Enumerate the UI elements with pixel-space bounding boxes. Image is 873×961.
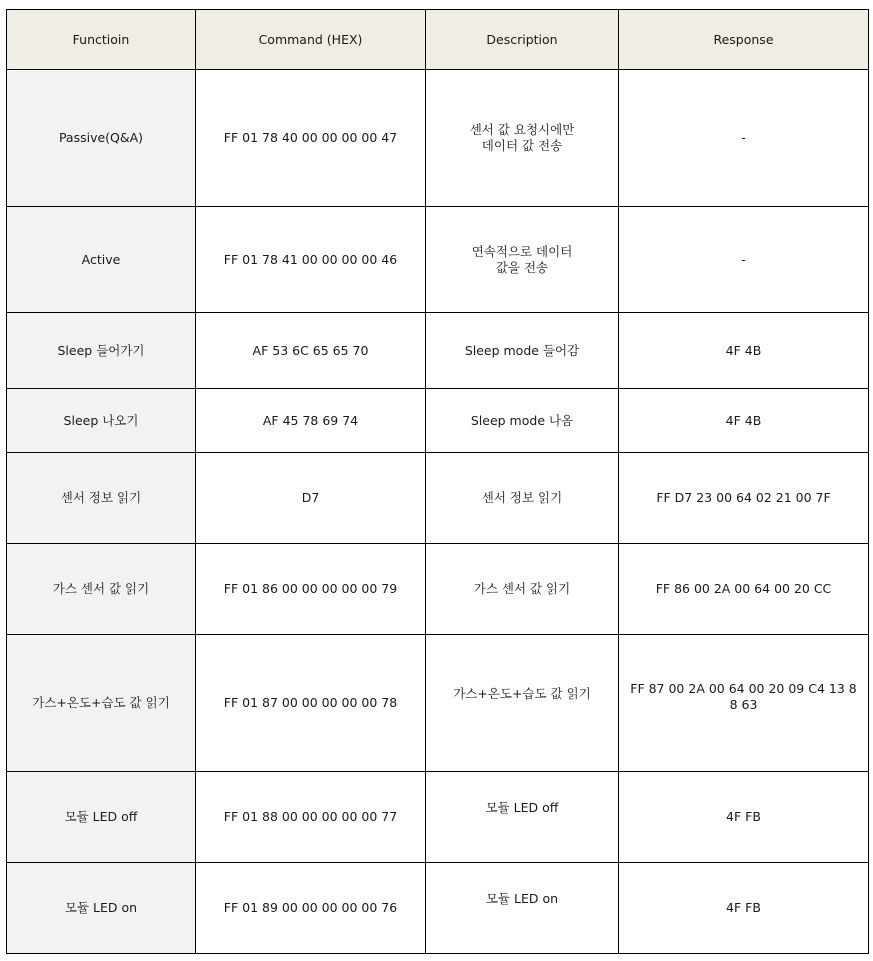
function-cell: 센서 정보 읽기	[7, 453, 196, 544]
response-cell: 4F 4B	[619, 389, 869, 453]
command-cell: D7	[196, 453, 426, 544]
description-text: 가스 센서 값 읽기	[473, 581, 571, 596]
response-text: FF 87 00 2A 00 64 00 20 09 C4 13 8 8 63	[630, 681, 857, 712]
description-cell	[426, 70, 619, 207]
command-cell: FF 01 89 00 00 00 00 00 76	[196, 863, 426, 954]
table-row	[7, 544, 869, 635]
response-cell: -	[619, 70, 869, 207]
description-cell	[426, 863, 619, 954]
table-row	[7, 313, 869, 389]
command-cell: AF 45 78 69 74	[196, 389, 426, 453]
description-text: 연속적으로 데이터 값을 전송	[471, 243, 573, 275]
table-header	[7, 10, 869, 70]
header-description: Description	[426, 10, 619, 70]
table-body	[7, 70, 869, 954]
description-text: 모듈 LED off	[485, 800, 559, 815]
header-function: Functioin	[7, 10, 196, 70]
response-cell: FF D7 23 00 64 02 21 00 7F	[619, 453, 869, 544]
table-row	[7, 772, 869, 863]
command-table	[6, 9, 869, 954]
response-cell: 4F FB	[619, 863, 869, 954]
response-cell	[619, 635, 869, 772]
description-text: Sleep mode 나옴	[470, 412, 574, 428]
description-text: 가스+온도+습도 값 읽기	[453, 686, 591, 701]
response-cell: 4F 4B	[619, 313, 869, 389]
function-cell: Sleep 들어가기	[7, 313, 196, 389]
description-text: Sleep mode 들어감	[464, 342, 580, 358]
response-cell: 4F FB	[619, 772, 869, 863]
function-cell: 가스 센서 값 읽기	[7, 544, 196, 635]
command-cell: AF 53 6C 65 65 70	[196, 313, 426, 389]
command-cell: FF 01 78 41 00 00 00 00 46	[196, 207, 426, 313]
table-row	[7, 207, 869, 313]
command-cell: FF 01 87 00 00 00 00 00 78	[196, 635, 426, 772]
description-cell	[426, 207, 619, 313]
table-row	[7, 70, 869, 207]
header-row	[7, 10, 869, 70]
function-cell: Active	[7, 207, 196, 313]
function-cell: 모듈 LED off	[7, 772, 196, 863]
command-cell: FF 01 86 00 00 00 00 00 79	[196, 544, 426, 635]
function-cell: 가스+온도+습도 값 읽기	[7, 635, 196, 772]
response-cell: -	[619, 207, 869, 313]
table-row	[7, 863, 869, 954]
description-cell	[426, 635, 619, 772]
function-cell: Sleep 나오기	[7, 389, 196, 453]
header-command: Command (HEX)	[196, 10, 426, 70]
description-cell	[426, 389, 619, 453]
description-cell	[426, 453, 619, 544]
table-row	[7, 453, 869, 544]
description-cell	[426, 544, 619, 635]
description-text: 모듈 LED on	[485, 891, 559, 906]
command-cell: FF 01 88 00 00 00 00 00 77	[196, 772, 426, 863]
header-response: Response	[619, 10, 869, 70]
description-cell	[426, 772, 619, 863]
description-text: 센서 정보 읽기	[481, 490, 563, 505]
function-cell: Passive(Q&A)	[7, 70, 196, 207]
description-text: 센서 값 요청시에만 데이터 값 전송	[469, 122, 575, 153]
table-row	[7, 635, 869, 772]
command-cell: FF 01 78 40 00 00 00 00 47	[196, 70, 426, 207]
table-row	[7, 389, 869, 453]
response-cell: FF 86 00 2A 00 64 00 20 CC	[619, 544, 869, 635]
description-cell	[426, 313, 619, 389]
function-cell: 모듈 LED on	[7, 863, 196, 954]
